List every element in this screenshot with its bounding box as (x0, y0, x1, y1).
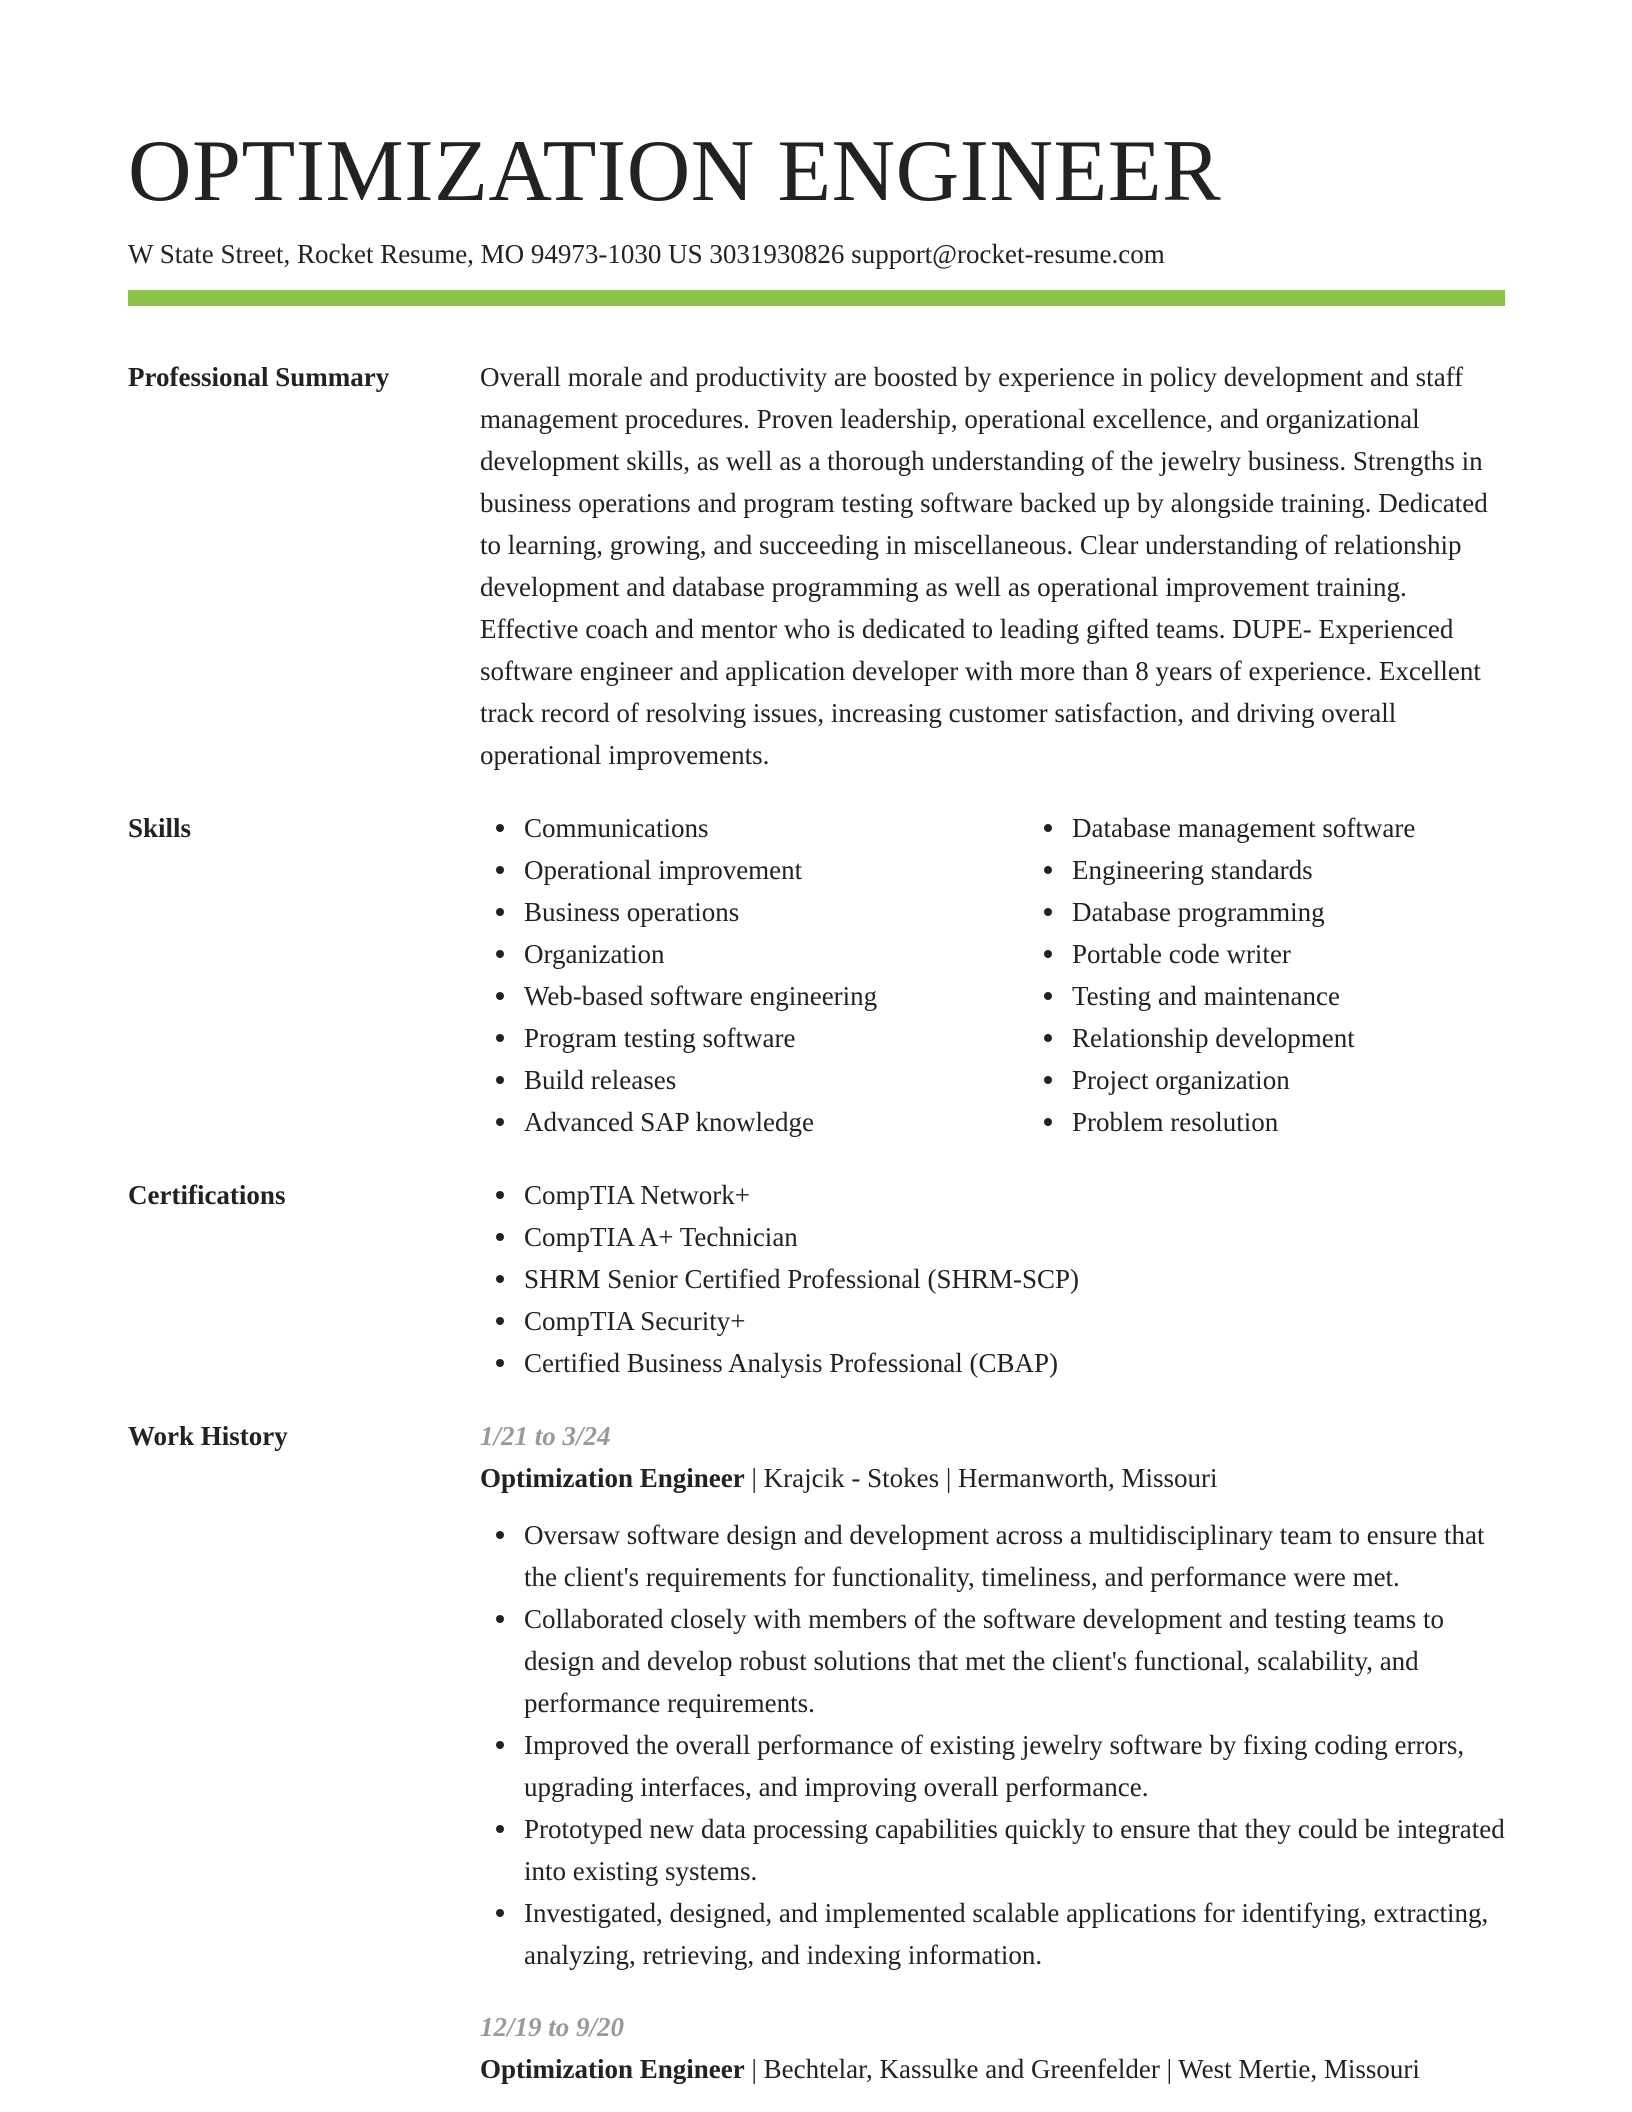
work-history-section (128, 1415, 1505, 2090)
skills-grid (480, 807, 1576, 1143)
job-heading (480, 2048, 1505, 2090)
job-bullets (480, 1514, 1505, 1976)
certification-item: Certified Business Analysis Professional (CBAP) (524, 1342, 1505, 1384)
skill-item: Business operations (524, 891, 1028, 933)
skills-list-column-1 (480, 807, 1028, 1143)
summary-section (128, 356, 1505, 776)
skill-item: Advanced SAP knowledge (524, 1101, 1028, 1143)
contact-line: W State Street, Rocket Resume, MO 94973-1030 US 3031930826 support@rocket-resume.com (128, 239, 1165, 269)
skill-item: Operational improvement (524, 849, 1028, 891)
skill-item: Web-based software engineering (524, 975, 1028, 1017)
job-entry (480, 2006, 1505, 2090)
certifications-list (480, 1174, 1505, 1384)
skill-item: Build releases (524, 1059, 1028, 1101)
job-entry (480, 1415, 1505, 1976)
resume-page (128, 118, 1505, 2090)
certification-item: CompTIA Security+ (524, 1300, 1505, 1342)
skill-item: Communications (524, 807, 1028, 849)
job-bullet: Collaborated closely with members of the software development and testing teams to design and develop robust solutions that met the client's functional, scalability, and performance requirements. (524, 1598, 1505, 1724)
resume-title: OPTIMIZATION ENGINEER (128, 123, 1222, 220)
job-heading (480, 1457, 1505, 1499)
skill-item: Program testing software (524, 1017, 1028, 1059)
skill-item: Problem resolution (1072, 1101, 1576, 1143)
job-bullet: Prototyped new data processing capabilities quickly to ensure that they could be integrated into existing systems. (524, 1808, 1505, 1892)
skill-item: Database management software (1072, 807, 1576, 849)
skill-item: Engineering standards (1072, 849, 1576, 891)
skill-item: Relationship development (1072, 1017, 1576, 1059)
job-title: Optimization Engineer (480, 1463, 745, 1493)
job-employer-location: | Krajcik - Stokes | Hermanworth, Missouri (744, 1463, 1218, 1493)
skill-item: Testing and maintenance (1072, 975, 1576, 1017)
job-bullet: Improved the overall performance of existing jewelry software by fixing coding errors, upgrading interfaces, and improving overall performance. (524, 1724, 1505, 1808)
job-bullet: Investigated, designed, and implemented scalable applications for identifying, extracting, analyzing, retrieving, and indexing information. (524, 1892, 1505, 1976)
job-dates: 12/19 to 9/20 (480, 2012, 625, 2042)
skills-list-column-2 (1028, 807, 1576, 1143)
accent-divider (128, 290, 1505, 306)
job-bullet: Oversaw software design and development across a multidisciplinary team to ensure that the client's requirements for functionality, timeliness, and performance were met. (524, 1514, 1505, 1598)
job-dates: 1/21 to 3/24 (480, 1421, 611, 1451)
work-history-label: Work History (128, 1421, 288, 1451)
certifications-label: Certifications (128, 1180, 286, 1210)
skill-item: Project organization (1072, 1059, 1576, 1101)
skills-label: Skills (128, 813, 192, 843)
skill-item: Portable code writer (1072, 933, 1576, 975)
certifications-section (128, 1174, 1505, 1384)
job-title: Optimization Engineer (480, 2054, 745, 2084)
summary-label: Professional Summary (128, 362, 390, 392)
skill-item: Organization (524, 933, 1028, 975)
skill-item: Database programming (1072, 891, 1576, 933)
skills-section (128, 807, 1505, 1143)
certification-item: CompTIA A+ Technician (524, 1216, 1505, 1258)
summary-text: Overall morale and productivity are boosted by experience in policy development and staff management procedures. Proven leadership, operational excellence, and organizational development skills, as well as a thorough understanding of the jewelry business. Strengths in business operations and program testing software backed up by alongside training. Dedicated to learning, growing, and succeeding in miscellaneous. Clear understanding of relationship development and database programming as well as operational improvement training. Effective coach and mentor who is dedicated to leading gifted teams. DUPE- Experienced software engineer and application developer with more than 8 years of experience. Excellent track record of resolving issues, increasing customer satisfaction, and driving overall operational improvements. (480, 362, 1488, 770)
certification-item: SHRM Senior Certified Professional (SHRM-SCP) (524, 1258, 1505, 1300)
job-employer-location: | Bechtelar, Kassulke and Greenfelder | West Mertie, Missouri (744, 2054, 1420, 2084)
certification-item: CompTIA Network+ (524, 1174, 1505, 1216)
